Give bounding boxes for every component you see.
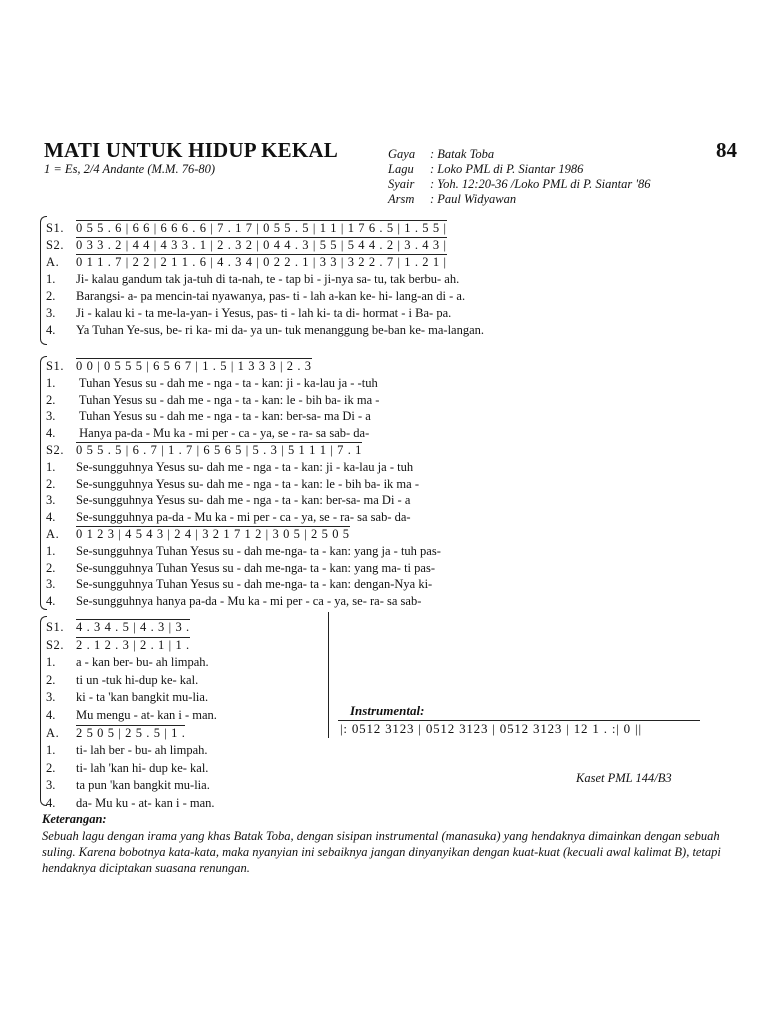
voice-label: A. [46,255,60,269]
notation-row [46,526,716,542]
lyric-text: Se-sungguhnya hanya pa-da - Mu ka - mi per - ca - ya, se- ra- sa sab- [76,594,422,609]
voice-label: 3. [46,577,56,592]
lyric-text: ti- lah 'kan hi- dup ke- kal. [76,760,209,775]
lyric-row [46,760,208,776]
voice-label: 2. [46,560,56,575]
notation-text: 0 1 2 3 | 4 5 4 3 | 2 4 | 3 2 1 7 1 2 | 3 0 5 | 2 5 0 5 [76,527,350,541]
voice-label: 3. [46,778,56,793]
voice-label: 4. [46,510,56,525]
lyric-row [46,654,209,670]
info-arsm: Arsm : Paul Widyawan [388,192,517,206]
lyric-row [46,459,716,475]
voice-label: A. [46,527,60,541]
info-gaya: Gaya : Batak Toba [388,147,495,161]
voice-label: 3. [46,690,56,705]
notation-row [46,637,190,653]
notation-text: 4 . 3 4 . 5 | 4 . 3 | 3 . [76,620,190,634]
notation-row [46,358,716,374]
notation-row [46,442,716,458]
lyric-text: Se-sungguhnya pa-da - Mu ka - mi per - ca - ya, se - ra- sa sab- da- [76,510,411,525]
voice-label: S1. [46,359,65,373]
voice-label: 1. [46,459,56,474]
notation-row [46,254,716,270]
voice-label: 2. [46,289,56,303]
voice-label: 1. [46,272,56,286]
lyric-text: Mu mengu - at- kan i - man. [76,708,217,722]
voice-label: S2. [46,637,65,652]
voice-label: S1. [46,620,65,634]
voice-label: 2. [46,672,56,687]
lyric-text: Ji- kalau gandum tak ja-tuh di ta-nah, te - tap bi - ji-nya sa- tu, tak berbu- ah. [76,272,460,286]
lyric-text: Hanya pa-da - Mu ka - mi per - ca - ya, se - ra- sa sab- da- [76,426,370,441]
lyric-row [46,408,716,424]
notation-row [46,725,185,741]
lyric-text: Tuhan Yesus su - dah me - nga - ta - kan: le - bih ba- ik ma - [76,392,380,407]
voice-label: 4. [46,796,56,810]
lyric-row [46,795,215,811]
lyric-text: Se-sungguhnya Tuhan Yesus su - dah me-nga- ta - kan: yang ja - tuh pas- [76,543,441,558]
lyric-row [46,593,716,609]
lyric-row [46,509,716,525]
notation-text: 0 5 5 . 5 | 6 . 7 | 1 . 7 | 6 5 6 5 | 5 . 3 | 5 1 1 1 | 7 . 1 [76,443,362,457]
kaset-reference: Kaset PML 144/B3 [576,771,672,785]
key-signature: 1 = Es, 2/4 Andante (M.M. 76-80) [44,162,216,176]
lyric-row [46,305,716,321]
notation-row [46,237,716,253]
notation-row [46,619,190,635]
voice-label: 4. [46,323,56,337]
lyric-row [46,271,716,287]
lyric-row [46,492,716,508]
voice-label: 3. [46,409,56,424]
lyric-text: Se-sungguhnya Tuhan Yesus su - dah me-nga- ta - kan: dengan-Nya ki- [76,577,433,592]
keterangan-label: Keterangan: [42,812,107,826]
voice-label: 1. [46,543,56,558]
lyric-row [46,392,716,408]
lyric-row [46,689,208,705]
lyric-row [46,288,716,304]
notation-text: 2 5 0 5 | 2 5 . 5 | 1 . [76,725,186,740]
lyric-text: Ya Tuhan Ye-sus, be- ri ka- mi da- ya un- tuk menanggung be-ban ke- ma-langan. [76,323,485,337]
notation-row [46,220,716,236]
lyric-text: ti- lah ber - bu- ah limpah. [76,743,208,758]
lyric-row [46,375,716,391]
keterangan-text: Sebuah lagu dengan irama yang khas Batak Toba, dengan sisipan instrumental (manasuka) yang hendaknya dimainkan dengan sebuah suling. Karena bobotnya kata-kata, maka nyanyian ini sebaiknya jangan dinyanyikan dengan kuat-kuat (kecuali awal kalimat B), tetapi hendaknya diciptakan suasana renungan. [42,829,721,875]
info-syair: Syair : Yoh. 12:20-36 /Loko PML di P. Siantar '86 [388,177,651,191]
lyric-text: ta pun 'kan bangkit mu-lia. [76,778,210,793]
lyric-row [46,777,210,793]
lyric-text: Se-sungguhnya Yesus su- dah me - nga - ta - kan: ji - ka-lau ja - tuh [76,459,414,474]
lyric-text: Ji - kalau ki - ta me-la-yan- i Yesus, pas- ti - lah ki- ta di- hormat - i Ba- pa. [76,306,452,320]
song-title: MATI UNTUK HIDUP KEKAL [44,138,338,162]
lyric-row [46,576,716,592]
lyric-row [46,742,208,758]
voice-label: 2. [46,476,56,491]
voice-label: A. [46,725,60,740]
lyric-row [46,707,217,723]
notation-text: 0 5 5 . 6 | 6 6 | 6 6 6 . 6 | 7 . 1 7 | 0 5 5 . 5 | 1 1 | 1 7 6 . 5 | 1 . 5 5 | [76,221,447,235]
voice-label: S2. [46,238,65,252]
lyric-text: Tuhan Yesus su - dah me - nga - ta - kan: ji - ka-lau ja - -tuh [76,375,378,390]
lyric-text: da- Mu ku - at- kan i - man. [76,796,215,810]
instrumental-notes: |: 0512 3123 | 0512 3123 | 0512 3123 | 12 1 . :| 0 || [340,721,642,736]
voice-label: 2. [46,760,56,775]
notation-text: 0 1 1 . 7 | 2 2 | 2 1 1 . 6 | 4 . 3 4 | 0 2 2 . 1 | 3 3 | 3 2 2 . 7 | 1 . 2 1 | [76,255,447,269]
info-lagu: Lagu : Loko PML di P. Siantar 1986 [388,162,584,176]
voice-label: 3. [46,306,56,320]
voice-label: 4. [46,708,56,722]
lyric-row [46,322,716,338]
lyric-row [46,476,716,492]
voice-label: S2. [46,443,65,457]
voice-label: 1. [46,743,56,758]
voice-label: 3. [46,493,56,508]
lyric-text: Se-sungguhnya Yesus su- dah me - nga - ta - kan: ber-sa- ma Di - a [76,493,411,508]
lyric-text: Se-sungguhnya Tuhan Yesus su - dah me-nga- ta - kan: yang ma- ti pas- [76,560,435,575]
notation-text: 0 3 3 . 2 | 4 4 | 4 3 3 . 1 | 2 . 3 2 | 0 4 4 . 3 | 5 5 | 5 4 4 . 2 | 3 . 4 3 | [76,238,447,252]
lyric-text: Tuhan Yesus su - dah me - nga - ta - kan: ber-sa- ma Di - a [76,409,371,424]
voice-label: 1. [46,375,56,390]
voice-label: 4. [46,594,56,609]
lyric-row [46,560,716,576]
notation-text: 0 0 | 0 5 5 5 | 6 5 6 7 | 1 . 5 | 1 3 3 3 | 2 . 3 [76,359,312,373]
voice-label: 4. [46,426,56,441]
end-barline [328,612,329,738]
lyric-row [46,543,716,559]
notation-text: 2 . 1 2 . 3 | 2 . 1 | 1 . [76,637,190,652]
voice-label: 2. [46,392,56,407]
lyric-text: a - kan ber- bu- ah limpah. [76,655,209,670]
instrumental-label: Instrumental: [350,703,425,718]
lyric-text: Se-sungguhnya Yesus su- dah me - nga - ta - kan: le - bih ba- ik ma - [76,476,419,491]
lyric-text: Barangsi- a- pa mencin-tai nyawanya, pas- ti - lah a-kan ke- hi- lang-an di - a. [76,289,466,303]
lyric-text: ti un -tuk hi-dup ke- kal. [76,672,199,687]
voice-label: 1. [46,655,56,670]
lyric-row [46,425,716,441]
lyric-row [46,672,198,688]
voice-label: S1. [46,221,65,235]
song-number: 84 [716,138,737,162]
lyric-text: ki - ta 'kan bangkit mu-lia. [76,690,209,705]
